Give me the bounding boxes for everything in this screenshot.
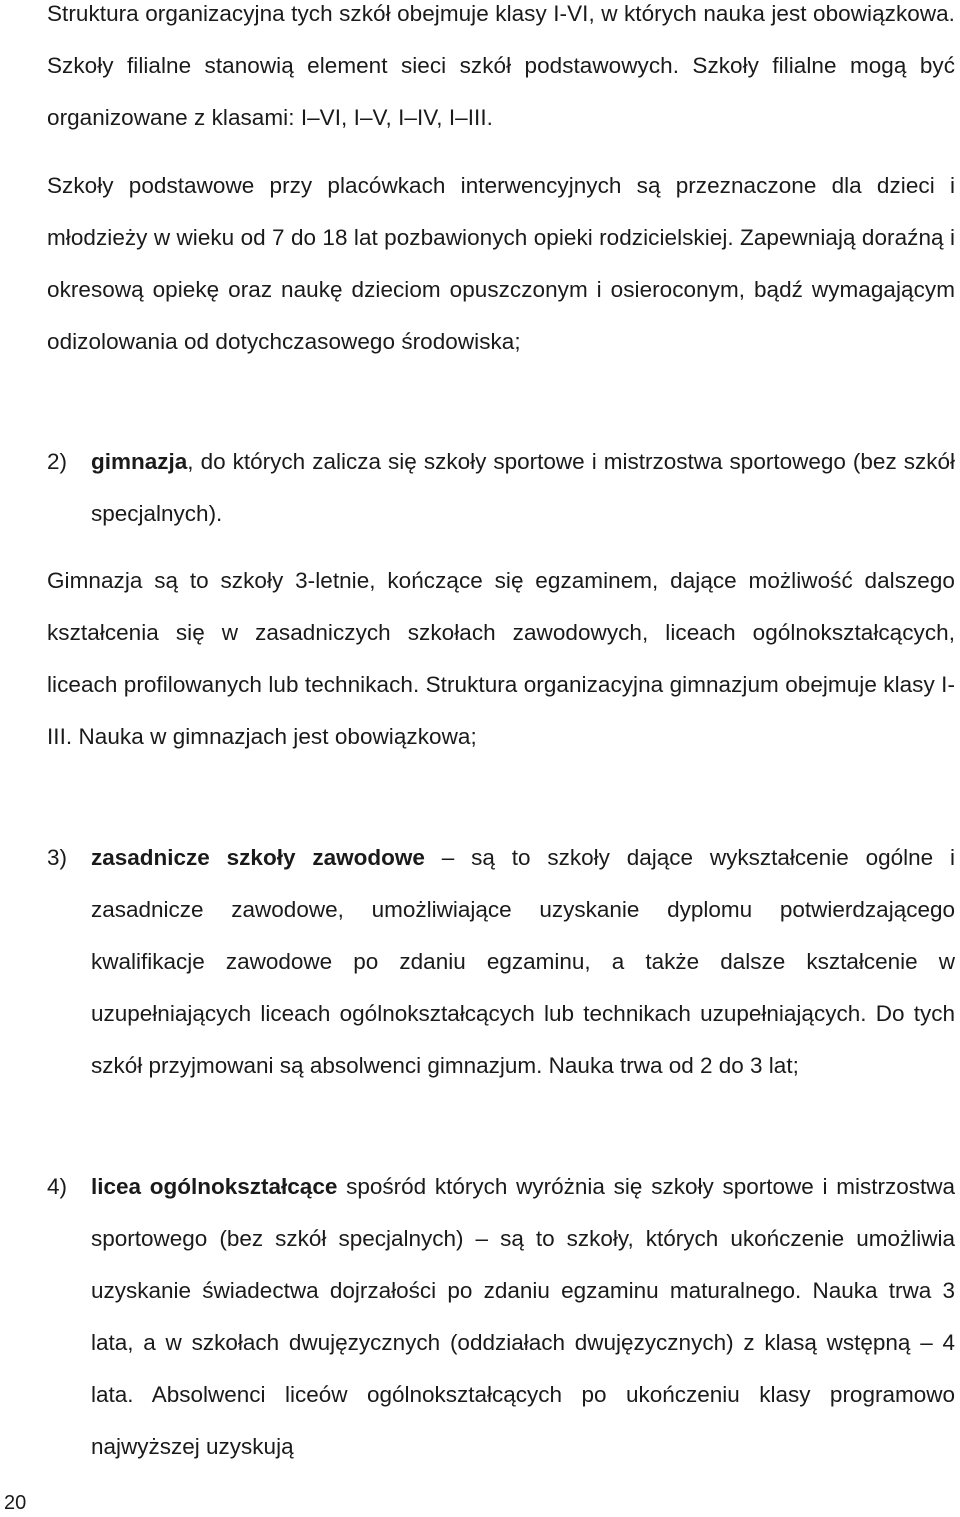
list-item-body: [91, 436, 955, 540]
list-item-high-schools: [47, 1161, 955, 1473]
list-item-gimnazja: [47, 436, 955, 540]
list-term: zasadnicze szkoły zawodowe: [91, 845, 425, 870]
list-number: 3): [47, 845, 68, 870]
list-number: 4): [47, 1174, 68, 1199]
paragraph-gimnazja-description: Gimnazja są to szkoły 3-letnie, kończące się egzaminem, dające możliwość dalszego kształcenia się w zasadniczych szkołach zawodowych, liceach ogólnokształcących, liceach profilowanych lub technikach. Struktura organizacyjna gimnazjum obejmuje klasy I-III. Nauka w gimnazjach jest obowiązkowa;: [47, 568, 955, 749]
list-text: , do których zalicza się szkoły sportowe i mistrzostwa sportowego (bez szkół specjalnych).: [91, 449, 955, 526]
paragraph-intervention-schools: Szkoły podstawowe przy placówkach interwencyjnych są przeznaczone dla dzieci i młodzieży w wieku od 7 do 18 lat pozbawionych opieki rodzicielskiej. Zapewniają doraźną i okresową opiekę oraz naukę dzieciom opuszczonym i osieroconym, bądź wymagającym odizolowania od dotychczasowego środowiska;: [47, 173, 955, 354]
list-text: spośród których wyróżnia się szkoły sportowe i mistrzostwa sportowego (bez szkół specjalnych) – są to szkoły, których ukończenie umożliwia uzyskanie świadectwa dojrzałości po zdaniu egzaminu maturalnego. Nauka trwa 3 lata, a w szkołach dwujęzycznych (oddziałach dwujęzycznych) z klasą wstępną – 4 lata. Absolwenci liceów ogólnokształcących po ukończeniu klasy programowo najwyższej uzyskują: [91, 1174, 955, 1459]
list-text: – są to szkoły dające wykształcenie ogólne i zasadnicze zawodowe, umożliwiające uzyskanie dyplomu potwierdzającego kwalifikacje zawodowe po zdaniu egzaminu, a także dalsze kształcenie w uzupełniających liceach ogólnokształcących lub technikach uzupełniających. Do tych szkół przyjmowani są absolwenci gimnazjum. Nauka trwa od 2 do 3 lat;: [91, 845, 956, 1078]
list-number: 2): [47, 449, 68, 474]
page-number: 20: [4, 1492, 27, 1514]
paragraph-primary-school-structure: Struktura organizacyjna tych szkół obejmuje klasy I-VI, w których nauka jest obowiązkowa. Szkoły filialne stanowią element sieci szkół podstawowych. Szkoły filialne mogą być organizowane z klasami: I–VI, I–V, I–IV, I–III.: [47, 1, 955, 130]
list-item-vocational-schools: [47, 832, 955, 1092]
list-term: gimnazja: [91, 449, 188, 474]
list-term: licea ogólnokształcące: [91, 1174, 338, 1199]
list-item-body: [91, 1161, 955, 1473]
list-item-body: [91, 832, 955, 1092]
